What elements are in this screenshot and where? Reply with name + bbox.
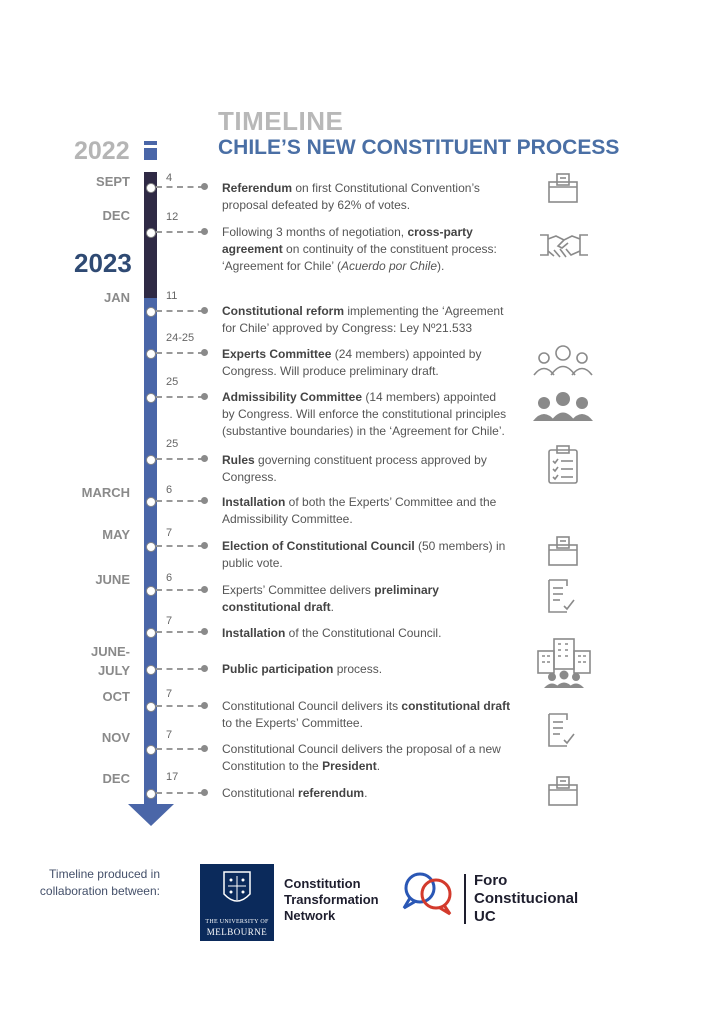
timeline-node [146, 702, 156, 712]
event-day: 12 [166, 211, 179, 223]
event-highlight: Election of Constitutional Council [222, 539, 415, 553]
timeline-node [146, 228, 156, 238]
event-bullet [201, 349, 208, 356]
month-june-july-2: JULY [97, 663, 130, 678]
event-text: on continuity of the constituent process: ‘Agreement for Chile’ ( [222, 242, 497, 273]
event-bullet [201, 789, 208, 796]
event-highlight: Installation [222, 626, 286, 640]
foro-line3: UC [474, 908, 496, 925]
melbourne-line1: THE UNIVERSITY OF [205, 919, 269, 925]
event-description [222, 452, 512, 486]
foro-line1: Foro [474, 872, 508, 889]
timeline-title: TIMELINE [218, 106, 344, 136]
event-description [222, 224, 512, 275]
event-bullet [201, 497, 208, 504]
event-bullet [201, 307, 208, 314]
event-text: implementing the ‘Agreement for Chile’ approved by Congress: Ley Nº21.533 [222, 304, 504, 335]
month-march: MARCH [81, 485, 130, 500]
event-highlight: preliminary constitutional draft [222, 583, 439, 614]
event-bullet [201, 745, 208, 752]
timeline-subtitle: CHILE’S NEW CONSTITUENT PROCESS [218, 136, 620, 159]
event-text: of the Constitutional Council. [285, 626, 442, 640]
event-italic: Acuerdo por Chile [340, 259, 437, 273]
ctn-line2: Transformation [284, 892, 379, 907]
event-text: (14 members) appointed by Congress. Will enforce the constitutional principles (substantive boundaries) in the ‘Agreement for Chile’. [222, 390, 507, 438]
event-description [222, 582, 512, 616]
melbourne-crest-icon [200, 864, 274, 914]
event-highlight: constitutional draft [401, 699, 511, 713]
month-dec-2023: DEC [102, 771, 130, 786]
ballot-box-icon [546, 535, 580, 567]
timeline-node [146, 455, 156, 465]
event-highlight: referendum [298, 786, 365, 800]
timeline-node [146, 542, 156, 552]
event-description [222, 346, 512, 380]
ctn-line1: Constitution [284, 876, 361, 891]
connector-line [156, 668, 204, 670]
event-description [222, 494, 512, 528]
collaboration-note: Timeline produced in collaboration between: [39, 867, 160, 898]
event-description [222, 661, 512, 678]
event-highlight: President [322, 759, 377, 773]
connector-line [156, 231, 204, 233]
bar-cap-1 [144, 141, 157, 145]
ctn-logo-text [284, 876, 379, 924]
month-june-july-1: JUNE- [90, 644, 130, 659]
event-text: Following 3 months of negotiation, [222, 225, 408, 239]
event-description [222, 389, 512, 440]
bar-cap-2 [144, 148, 157, 160]
timeline-node [146, 628, 156, 638]
event-highlight: Installation [222, 495, 286, 509]
event-description [222, 538, 512, 572]
connector-line [156, 631, 204, 633]
experts-group-icon [532, 344, 594, 376]
event-highlight: Referendum [222, 181, 293, 195]
timeline-node [146, 393, 156, 403]
event-bullet [201, 628, 208, 635]
document-check-icon [546, 712, 576, 748]
event-highlight: cross-party agreement [222, 225, 473, 256]
event-day: 7 [166, 615, 173, 627]
event-bullet [201, 586, 208, 593]
event-day: 25 [166, 376, 179, 388]
event-bullet [201, 665, 208, 672]
timeline-node [146, 349, 156, 359]
timeline-node [146, 745, 156, 755]
connector-line [156, 352, 204, 354]
event-highlight: Rules [222, 453, 255, 467]
event-text: process. [333, 662, 383, 676]
timeline-arrowhead [128, 804, 174, 828]
timeline-node [146, 497, 156, 507]
event-day: 6 [166, 572, 173, 584]
building-people-icon [534, 637, 594, 689]
event-text: of both the Experts’ Committee and the Admissibility Committee. [222, 495, 497, 526]
connector-line [156, 545, 204, 547]
timeline-node [146, 665, 156, 675]
handshake-icon [538, 229, 590, 263]
event-description [222, 698, 512, 732]
event-bullet [201, 542, 208, 549]
connector-line [156, 310, 204, 312]
bar-2023-segment [144, 298, 157, 810]
event-highlight: Public participation [222, 662, 334, 676]
event-day: 6 [166, 484, 173, 496]
event-description [222, 741, 512, 775]
month-june: JUNE [95, 572, 130, 587]
month-may: MAY [102, 527, 130, 542]
event-day: 7 [166, 688, 173, 700]
melbourne-logo [200, 864, 274, 941]
foro-speech-bubbles-icon [398, 868, 460, 918]
event-bullet [201, 393, 208, 400]
connector-line [156, 186, 204, 188]
event-bullet [201, 455, 208, 462]
month-sept: SEPT [96, 174, 130, 189]
ctn-line3: Network [284, 908, 336, 923]
event-highlight: Experts Committee [222, 347, 332, 361]
event-bullet [201, 183, 208, 190]
document-check-icon [546, 578, 576, 614]
event-text: ). [437, 259, 445, 273]
month-jan: JAN [103, 290, 130, 305]
event-bullet [201, 228, 208, 235]
event-text: . [330, 600, 335, 614]
event-highlight: Constitutional reform [222, 304, 344, 318]
year-2023: 2023 [74, 248, 132, 278]
timeline-node [146, 183, 156, 193]
event-day: 4 [166, 172, 173, 184]
melbourne-line2: MELBOURNE [206, 927, 268, 937]
foro-divider [464, 874, 466, 924]
foro-logo-text [474, 872, 578, 926]
event-day: 11 [166, 290, 178, 302]
event-highlight: Admissibility Committee [222, 390, 363, 404]
ballot-box-icon [546, 775, 580, 807]
event-day: 7 [166, 729, 173, 741]
event-day: 25 [166, 438, 179, 450]
event-description [222, 303, 512, 337]
event-text: Experts’ Committee delivers [222, 583, 375, 597]
connector-line [156, 748, 204, 750]
connector-line [156, 500, 204, 502]
committee-group-icon [532, 390, 594, 422]
event-text: Constitutional [222, 786, 299, 800]
connector-line [156, 589, 204, 591]
year-2022: 2022 [74, 137, 130, 165]
event-day: 24-25 [166, 332, 195, 344]
foro-line2: Constitucional [474, 890, 579, 907]
connector-line [156, 396, 204, 398]
event-description [222, 180, 512, 214]
event-description [222, 625, 512, 642]
connector-line [156, 705, 204, 707]
event-text: Constitutional Council delivers its [222, 699, 402, 713]
event-text: governing constituent process approved by Congress. [222, 453, 487, 484]
connector-line [156, 792, 204, 794]
timeline-node [146, 586, 156, 596]
event-text: . [376, 759, 381, 773]
month-dec: DEC [102, 208, 130, 223]
timeline-node [146, 789, 156, 799]
event-day: 17 [166, 771, 179, 783]
event-description [222, 785, 512, 802]
connector-line [156, 458, 204, 460]
timeline-node [146, 307, 156, 317]
event-text: to the Experts’ Committee. [222, 716, 363, 730]
event-text: . [364, 786, 368, 800]
checklist-icon [546, 445, 580, 485]
month-oct: OCT [102, 689, 130, 704]
event-text: Constitutional Council delivers the proposal of a new Constitution to the [222, 742, 501, 773]
ballot-box-icon [546, 172, 580, 204]
event-text: (50 members) in public vote. [222, 539, 506, 570]
month-nov: NOV [101, 730, 130, 745]
event-text: (24 members) appointed by Congress. Will produce preliminary draft. [222, 347, 482, 378]
event-day: 7 [166, 527, 173, 539]
event-text: on first Constitutional Convention’s proposal defeated by 62% of votes. [222, 181, 480, 212]
event-bullet [201, 702, 208, 709]
